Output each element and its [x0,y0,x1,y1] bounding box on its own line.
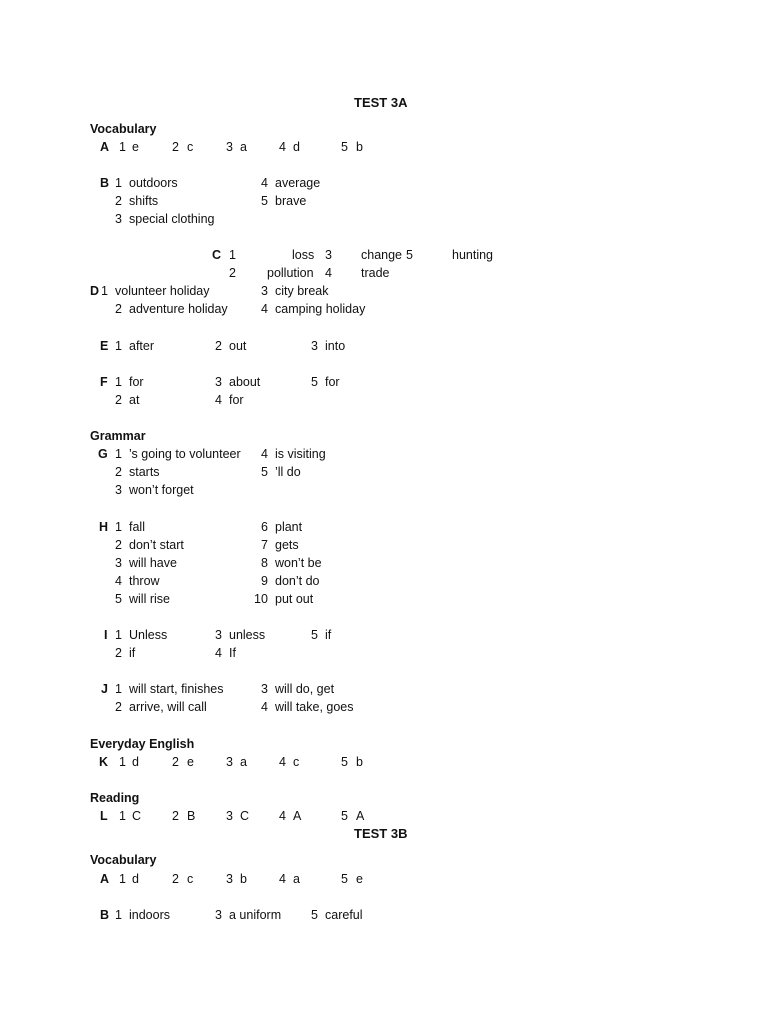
answer: unless [229,628,266,642]
item-number: 4 [279,809,286,823]
item-number: 2 [229,266,236,280]
answer: about [229,375,261,389]
item-number: 2 [115,700,122,714]
item-number: 1 [115,375,122,389]
answer: throw [129,574,160,588]
answer: out [229,339,247,353]
item-number: 3 [215,375,222,389]
item-number: 1 [229,248,236,262]
item-number: 1 [115,447,122,461]
exercise-letter: J [101,682,108,696]
answer: e [132,140,139,154]
item-number: 5 [311,908,318,922]
item-number: 4 [115,574,122,588]
answer: arrive, will call [129,700,207,714]
item-number: 3 [226,140,233,154]
answer: d [132,755,139,769]
exercise-letter: H [99,520,109,534]
item-number: 2 [115,646,122,660]
item-number: 3 [261,284,268,298]
answer: starts [129,465,160,479]
exercise-letter: I [104,628,108,642]
answer: volunteer holiday [115,284,210,298]
answer: will do, get [275,682,335,696]
test-3a-title: TEST 3A [354,95,408,110]
item-number: 3 [325,248,332,262]
answer: c [293,755,300,769]
everyday-english-heading: Everyday English [90,737,195,751]
item-number: 2 [115,194,122,208]
reading-heading: Reading [90,791,140,805]
exercise-letter: F [100,375,108,389]
item-number: 2 [115,465,122,479]
answer: ’s going to volunteer [129,447,241,461]
answer: e [187,755,194,769]
exercise-letter: D [90,284,100,298]
answer: don’t start [129,538,184,552]
answer: pollution [267,266,314,280]
answer: fall [129,520,145,534]
item-number: 2 [172,872,179,886]
item-number: 3 [311,339,318,353]
item-number: 5 [311,375,318,389]
item-number: 1 [115,339,122,353]
exercise-letter: A [100,140,110,154]
answer: B [187,809,196,823]
item-number: 5 [261,194,268,208]
grammar-heading: Grammar [90,429,146,443]
answer: loss [292,248,315,262]
answer: don’t do [275,574,320,588]
item-number: 3 [215,908,222,922]
item-number: 3 [261,682,268,696]
item-number: 2 [172,140,179,154]
answer: ’ll do [275,465,301,479]
item-number: 2 [172,755,179,769]
answer: will rise [129,592,170,606]
item-number: 1 [115,520,122,534]
item-number: 4 [261,302,268,316]
answer: will take, goes [275,700,354,714]
answer: camping holiday [275,302,366,316]
answer: after [129,339,155,353]
answer: b [240,872,247,886]
exercise-letter: B [100,908,110,922]
exercise-letter: C [212,248,222,262]
item-number: 2 [115,393,122,407]
item-number: 1 [115,176,122,190]
answer: b [356,140,363,154]
exercise-letter: A [100,872,110,886]
answer: city break [275,284,329,298]
exercise-letter: B [100,176,110,190]
item-number: 5 [115,592,122,606]
item-number: 5 [341,809,348,823]
answer: gets [275,538,299,552]
answer: indoors [129,908,170,922]
answer: put out [275,592,314,606]
item-number: 4 [279,872,286,886]
item-number: 8 [261,556,268,570]
item-number: 2 [115,302,122,316]
answer: won’t be [275,556,322,570]
vocabulary-heading-3b: Vocabulary [90,853,157,867]
answer: outdoors [129,176,178,190]
item-number: 6 [261,520,268,534]
answer: careful [325,908,363,922]
answer: a uniform [229,908,282,922]
item-number: 4 [261,700,268,714]
answer: a [240,755,247,769]
item-number: 3 [115,212,122,226]
item-number: 1 [115,908,122,922]
answer: Unless [129,628,168,642]
answer: is visiting [275,447,326,461]
answer: special clothing [129,212,215,226]
item-number: 2 [215,339,222,353]
answer: trade [361,266,390,280]
item-number: 1 [119,872,126,886]
answer: adventure holiday [129,302,228,316]
answer: b [356,755,363,769]
answer: for [229,393,244,407]
answer: C [240,809,250,823]
item-number: 5 [341,755,348,769]
item-number: 5 [341,140,348,154]
test-3b-title: TEST 3B [354,826,408,841]
exercise-letter: K [99,755,109,769]
item-number: 4 [261,447,268,461]
item-number: 4 [215,646,222,660]
answer: If [229,646,236,660]
item-number: 1 [119,809,126,823]
item-number: 4 [325,266,332,280]
answer: A [293,809,302,823]
item-number: 4 [279,755,286,769]
answer: d [293,140,300,154]
answer: c [187,140,194,154]
item-number: 3 [226,872,233,886]
answer: e [356,872,363,886]
answer: c [187,872,194,886]
answer: for [129,375,144,389]
answer: for [325,375,340,389]
answer: average [275,176,321,190]
item-number: 2 [115,538,122,552]
item-number: 3 [115,483,122,497]
answer: shifts [129,194,159,208]
item-number: 9 [261,574,268,588]
answer: into [325,339,346,353]
answer: if [129,646,136,660]
item-number: 3 [226,755,233,769]
item-number: 4 [215,393,222,407]
answer: will start, finishes [129,682,224,696]
answer: A [356,809,365,823]
answer: a [293,872,300,886]
item-number: 5 [311,628,318,642]
answer: C [132,809,142,823]
item-number: 5 [406,248,413,262]
answer: at [129,393,140,407]
answer: will have [129,556,177,570]
answer: hunting [452,248,494,262]
vocabulary-heading: Vocabulary [90,122,157,136]
item-number: 1 [119,755,126,769]
item-number: 2 [172,809,179,823]
item-number: 1 [115,682,122,696]
item-number: 5 [341,872,348,886]
item-number: 3 [226,809,233,823]
item-number: 1 [119,140,126,154]
item-number: 5 [261,465,268,479]
exercise-letter: E [100,339,109,353]
item-number: 4 [261,176,268,190]
exercise-letter: L [100,809,108,823]
answer: a [240,140,247,154]
item-number: 3 [215,628,222,642]
exercise-letter: G [98,447,108,461]
item-number: 4 [279,140,286,154]
item-number: 1 [101,284,108,298]
item-number: 7 [261,538,268,552]
answer: brave [275,194,307,208]
item-number: 3 [115,556,122,570]
item-number: 10 [254,592,268,606]
item-number: 1 [115,628,122,642]
answer: plant [275,520,303,534]
answer: if [325,628,332,642]
answer: change [361,248,403,262]
answer: d [132,872,139,886]
answer: won’t forget [129,483,194,497]
